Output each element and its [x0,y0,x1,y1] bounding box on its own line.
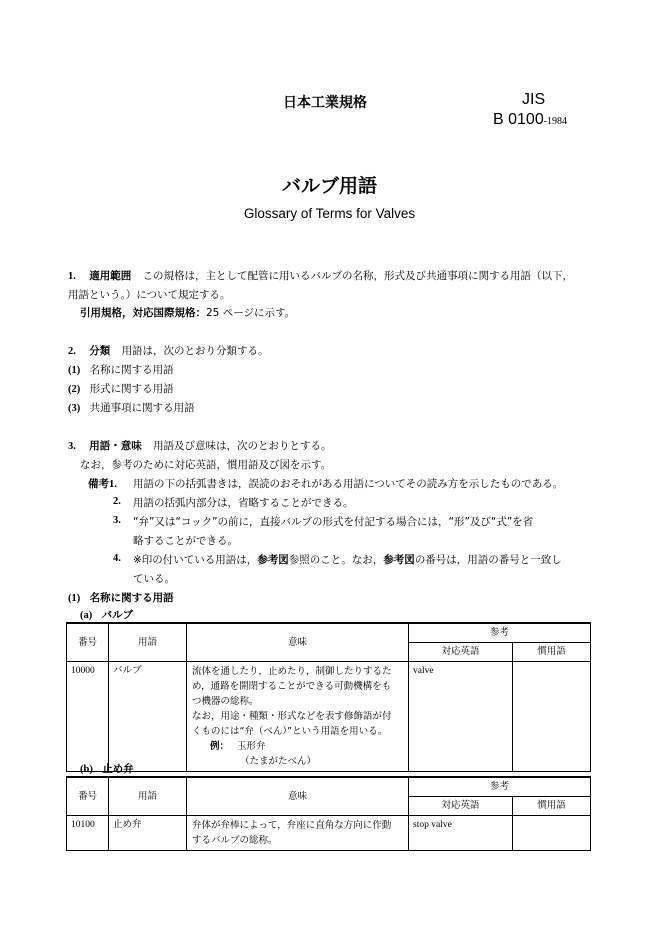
section1-ref-text: 25 ページに示す。 [206,307,296,319]
table-b [66,776,591,851]
header-common: 慣用語 [513,643,591,662]
header-number: 番号 [67,777,109,816]
section2-item [68,362,174,377]
table-row [67,816,591,851]
remark-label [88,476,117,491]
section2-line [68,343,269,358]
ref-figure-link: 参考図 [257,554,289,566]
term-english: stop valve [409,816,513,851]
section1-line1 [68,268,573,283]
ref-figure-link: 参考図 [383,554,415,566]
table-a-label: (a) バルブ [80,609,134,621]
remark-text: 用語の括弧内部分は，省略することができる。 [133,497,354,509]
header-term: 用語 [109,777,187,816]
section2-item-text: 形式に関する用語 [89,383,174,395]
title-english: Glossary of Terms for Valves [243,206,416,221]
term-meaning: 流体を通したり，止めたり，制御したりするた め，通路を開閉することができる可動機構をも つ機器の総称。 なお，用途・種類・形式などを表す修飾語が付 くものには“弁（べん）”という用語を用いる。 例： 玉形弁 （たまがたべん） [187,662,409,772]
term-example-reading: （たまがたべん） [240,756,317,767]
header-meaning: 意味 [187,623,409,662]
section3-line2: なお，参考のために対応英語，慣用語及び図を示す。 [80,459,332,471]
section2-item-num: (1) [68,365,81,376]
section3-heading: 用語・意味 [89,440,142,452]
section2-item-num: (3) [68,403,81,414]
section1-text2: 用語という。）について規定する。 [68,289,231,301]
section2-item [68,400,195,415]
table-a [66,622,591,772]
code-number: B 0100 [493,111,544,128]
header-english: 対応英語 [409,797,513,816]
term-name: バルブ [109,662,187,772]
remark-number: 4. [113,553,121,564]
section1-heading: 適用範囲 [89,270,132,282]
section2-item-text: 共通事項に関する用語 [89,402,195,414]
header-reference: 参考 [409,623,591,643]
section3-line [68,438,332,453]
term-common [513,662,591,772]
term-common [513,816,591,851]
remark-text: ている。 [133,573,175,585]
header-term: 用語 [109,623,187,662]
term-meaning: 弁体が弁棒によって，弁座に直角な方向に作動 するバルブの総称。 [187,816,409,851]
remarks-label: 備考 [88,478,109,490]
subsection1-title: (1) 名称に関する用語 [68,592,174,604]
section2-number: 2. [68,346,76,357]
term-number: 10100 [67,816,109,851]
remark-text: 用語の下の括弧書きは，誤読のおそれがある用語についてその読み方を示したものである。 [133,478,564,490]
section1-number: 1. [68,271,76,282]
section2-item-num: (2) [68,384,81,395]
standard-code [493,111,567,129]
header-english: 対応英語 [409,643,513,662]
table-row [67,662,591,772]
term-english: valve [409,662,513,772]
remark-number: 3. [113,515,121,526]
table-b-label: (b) 止め弁 [80,763,134,775]
remark-text: “弁”又は“コック”の前に，直接バルブの形式を付記する場合には，“形”及び“式”を省 [133,516,534,528]
header-reference: 参考 [409,777,591,797]
section2-item-text: 名称に関する用語 [89,364,174,376]
section1-text1: この規格は，主として配管に用いるバルブの名称，形式及び共通事項に関する用語（以下， [142,270,574,282]
code-year: -1984 [543,116,568,127]
section1-ref-label: 引用規格，対応国際規格： [80,307,206,319]
term-example: 例： 玉形弁 [210,741,266,752]
term-number: 10000 [67,662,109,772]
remark-text: ※印の付いている用語は，参考図参照のこと。なお，参考図の番号は，用語の番号と一致し [133,554,562,566]
jis-mark: JIS [522,91,546,108]
section3-number: 3. [68,441,76,452]
remark-text: 略することができる。 [133,535,238,547]
header-meaning: 意味 [187,777,409,816]
remark-number: 1. [109,479,117,490]
remark-number: 2. [113,496,121,507]
term-name: 止め弁 [109,816,187,851]
section2-intro: 用語は，次のとおり分類する。 [121,345,269,357]
title-japanese: バルブ用語 [281,175,377,197]
header-number: 番号 [67,623,109,662]
section1-reference [80,305,295,320]
section3-intro: 用語及び意味は，次のとおりとする。 [153,440,332,452]
header-common: 慣用語 [513,797,591,816]
standard-name: 日本工業規格 [283,95,367,111]
section2-heading: 分類 [89,345,111,357]
section2-item [68,381,174,396]
